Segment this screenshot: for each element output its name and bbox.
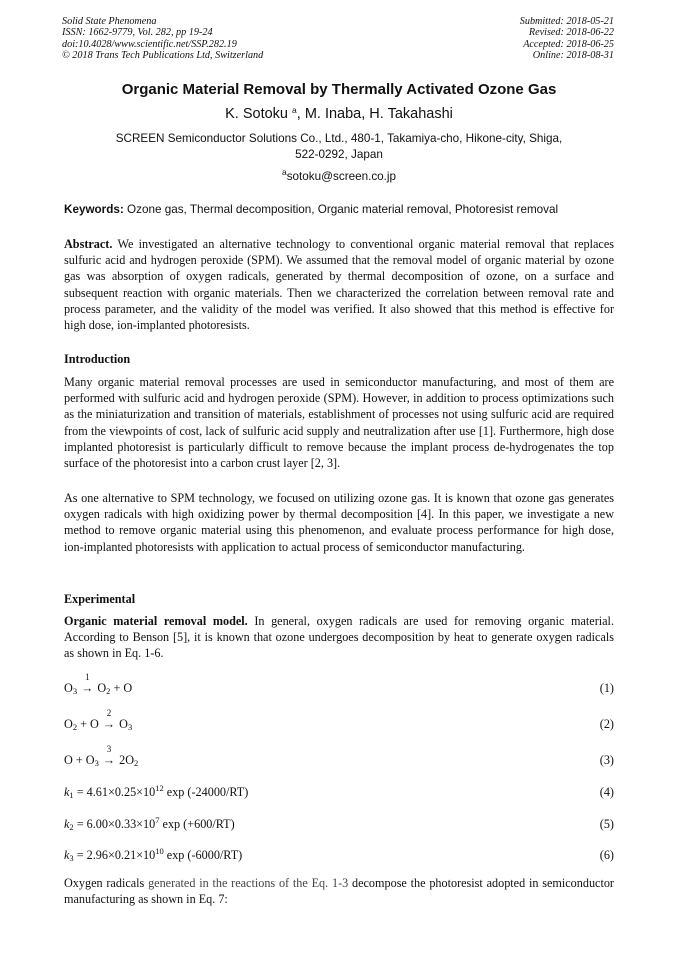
first-author: K. Sotoku xyxy=(225,106,288,122)
equation-1 xyxy=(64,672,614,696)
equation-4-number: (4) xyxy=(599,785,614,799)
author-list xyxy=(0,105,678,122)
introduction-paragraph-2: As one alternative to SPM technology, we focused on utilizing ozone gas. It is known that ozone gas generates oxygen radicals with high oxidizing power by thermal decomposition [4]. In this paper, we investigate a new method to remove organic material using this phenomenon, and evaluate process performance for high dose, ion-implanted photoresists with application to actual process of semiconductor manufacturing. xyxy=(64,491,614,554)
email-mark: a xyxy=(281,167,287,177)
equation-5 xyxy=(64,814,614,832)
closing-text-b: generated in the reactions of the Eq. 1-3 xyxy=(144,876,353,890)
equation-3 xyxy=(64,744,614,768)
closing-text-c: decompose the photoresist adopted in semiconductor manufacturing as shown in Eq. 7: xyxy=(64,876,614,907)
experimental-paragraph-1 xyxy=(64,613,614,662)
first-author-mark: a xyxy=(292,105,297,115)
equation-6 xyxy=(64,845,614,863)
equation-2-body: $O_2 + O$ 2 → $O_3$ xyxy=(64,708,133,732)
closing-text-a: Oxygen radicals xyxy=(64,876,145,890)
experimental-heading: Experimental xyxy=(64,592,136,606)
author-email xyxy=(0,167,678,183)
introduction-paragraph-1: Many organic material removal processes are used in semiconductor manufacturing, and most of them are performed with sulfuric acid and hydrogen peroxide (SPM). However, in addition to process optimizations such as the miniaturization and transition of materials, establishment of processes not using sulfuric acid are required from the viewpoints of cost, lack of sulfuric acid supply and neutralization after use [1]. Furthermore, high dose implanted photoresist is particularly difficult to remove because the implant process de-hydrogenates the top surface of the photoresist into a carbon crust layer [2, 3]. xyxy=(64,375,614,471)
journal-issn: ISSN: 1662-9779, Vol. 282, pp 19-24 xyxy=(62,27,213,39)
keywords-label: Keywords: xyxy=(64,203,124,216)
other-authors: , M. Inaba, H. Takahashi xyxy=(296,106,453,122)
revised-date: Revised: 2018-06-22 xyxy=(528,27,614,39)
equation-5-body: $k_2 = 6.00\times 0.33\times 10^7$ exp (+600/RT) xyxy=(64,815,235,832)
removal-model-subheading: Organic material removal model. xyxy=(64,614,248,628)
equation-3-number: (3) xyxy=(599,753,614,767)
equation-6-number: (6) xyxy=(599,848,614,862)
submitted-date: Submitted: 2018-05-21 xyxy=(519,16,614,27)
journal-copyright: © 2018 Trans Tech Publications Ltd, Switzerland xyxy=(62,49,264,61)
equation-4 xyxy=(64,782,614,800)
keywords-line xyxy=(64,203,614,216)
equation-1-number: (1) xyxy=(599,681,614,695)
journal-header-right xyxy=(520,16,614,61)
abstract-text: We investigated an alternative technology to conventional organic material removal that replaces sulfuric acid and hydrogen peroxide (SPM). We assumed that the removal model of organic material by ozone gas was absorption of oxygen radicals, generated by thermal decomposition of ozone, on a surface and subsequent reaction with organic materials. Then we characterized the correlation between removal rate and process parameter, and the validity of the model was verified. It also showed that this method is effective for high dose, ion-implanted photoresists. xyxy=(64,237,614,333)
keywords-text: Ozone gas, Thermal decomposition, Organic material removal, Photoresist removal xyxy=(123,203,559,216)
online-date: Online: 2018-08-31 xyxy=(532,49,614,61)
accepted-date: Accepted: 2018-06-25 xyxy=(523,38,614,50)
journal-header-left xyxy=(62,16,263,61)
abstract-paragraph xyxy=(64,236,614,333)
equation-2-number: (2) xyxy=(599,717,614,731)
affiliation-line-2: 522-0292, Japan xyxy=(295,147,383,161)
affiliation xyxy=(88,131,590,162)
email-address[interactable]: sotoku@screen.co.jp xyxy=(286,170,397,183)
introduction-heading: Introduction xyxy=(64,352,131,366)
equation-3-body: $O + O_3$ 3 → $2O_2$ xyxy=(64,744,139,768)
paper-title: Organic Material Removal by Thermally Activated Ozone Gas xyxy=(121,81,557,98)
equation-1-body: $O_3$ 1 → $O_2 + O$ xyxy=(64,672,133,696)
journal-doi: doi:10.4028/www.scientific.net/SSP.282.19 xyxy=(62,38,237,50)
abstract-label: Abstract. xyxy=(64,237,113,251)
equation-5-number: (5) xyxy=(599,817,614,831)
affiliation-line-1: SCREEN Semiconductor Solutions Co., Ltd., 480-1, Takamiya-cho, Hikone-city, Shiga, xyxy=(115,132,563,145)
removal-model-text: In general, oxygen radicals are used for removing organic material. According to Benson [5], it is known that ozone undergoes decomposition by heat to generate oxygen radicals as shown in Eq. 1-6. xyxy=(64,614,614,661)
journal-name: Solid State Phenomena xyxy=(62,16,157,27)
equation-6-body: $k_3 = 2.96\times 0.21\times 10^{10}$ exp (-6000/RT) xyxy=(64,846,243,863)
experimental-paragraph-2 xyxy=(64,875,614,907)
equation-2 xyxy=(64,708,614,732)
equation-4-body: $k_1 = 4.61\times 0.25\times 10^{12}$ exp (-24000/RT) xyxy=(64,783,249,800)
